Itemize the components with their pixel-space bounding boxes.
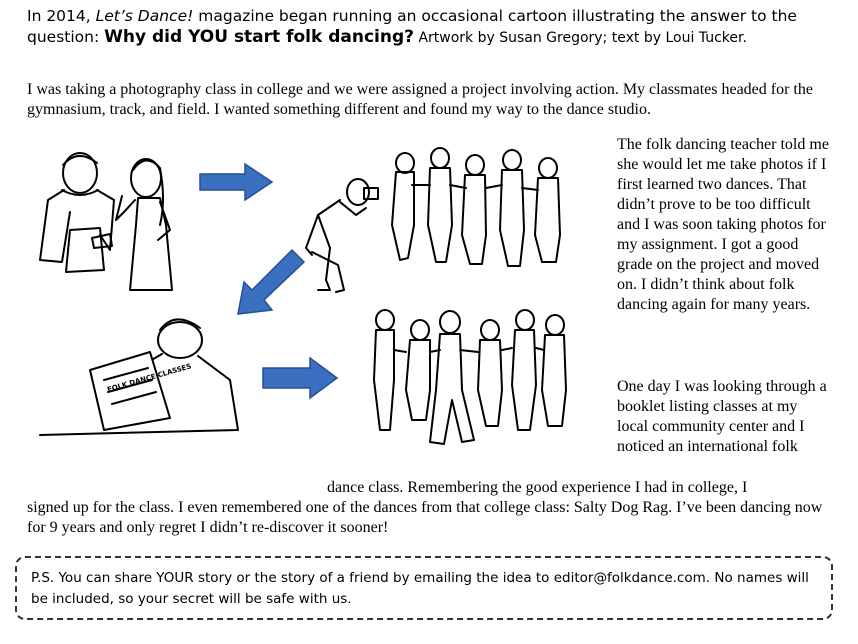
cartoon-illustration <box>0 130 612 475</box>
arrow-right-1-icon <box>200 164 272 200</box>
intro-lead: In 2014, <box>27 7 96 25</box>
credit-line: Artwork by Susan Gregory; text by Loui Tucker. <box>414 30 747 46</box>
story-paragraph-3-line: dance class. Remembering the good experience I had in college, I <box>327 479 748 496</box>
folk-dancers-circle <box>374 310 566 444</box>
arrows <box>200 164 337 398</box>
dancer-circle-silhouette <box>392 148 560 266</box>
intro-paragraph <box>27 6 827 49</box>
photographer-figure <box>306 179 378 292</box>
story-paragraph-3-end: signed up for the class. I even remembered one of the dances from that college class: Salty Dog Rag. I’ve been dancing now for 9 years and only regret I didn’t re-discover it sooner! <box>27 499 823 536</box>
question-heading: Why did YOU start folk dancing? <box>104 27 414 47</box>
arrow-right-2-icon <box>263 358 337 398</box>
booklet-title: FOLK DANCE CLASSES <box>106 362 193 394</box>
intro-mid: magazine began running an occasional cartoon illustrating the answer to the question: <box>27 7 797 46</box>
ps-note-box <box>15 556 833 620</box>
ps-note-text: P.S. You can share YOUR story or the story of a friend by emailing the idea to editor@folkdance.com. No names will be included, so your secret will be safe with us. <box>31 570 809 607</box>
story-paragraph-2: The folk dancing teacher told me she would let me take photos if I first learned two dances. That didn’t prove to be too difficult and I was soon taking photos for my assignment. I got a good grade on the project and moved on. I didn’t think about folk dancing again for many years. <box>617 136 829 313</box>
conversation-figures <box>40 153 172 290</box>
story-paragraph-1: I was taking a photography class in college and we were assigned a project involving action. My classmates headed for the gymnasium, track, and field. I wanted something different and found my way to the dance studio. <box>27 81 813 118</box>
magazine-name: Let’s Dance! <box>95 7 194 25</box>
story-paragraph-3: One day I was looking through a booklet listing classes at my local community center and I noticed an international folk <box>617 378 827 455</box>
arrow-down-left-icon <box>238 250 304 314</box>
story-paragraph-3-continued <box>27 478 832 538</box>
